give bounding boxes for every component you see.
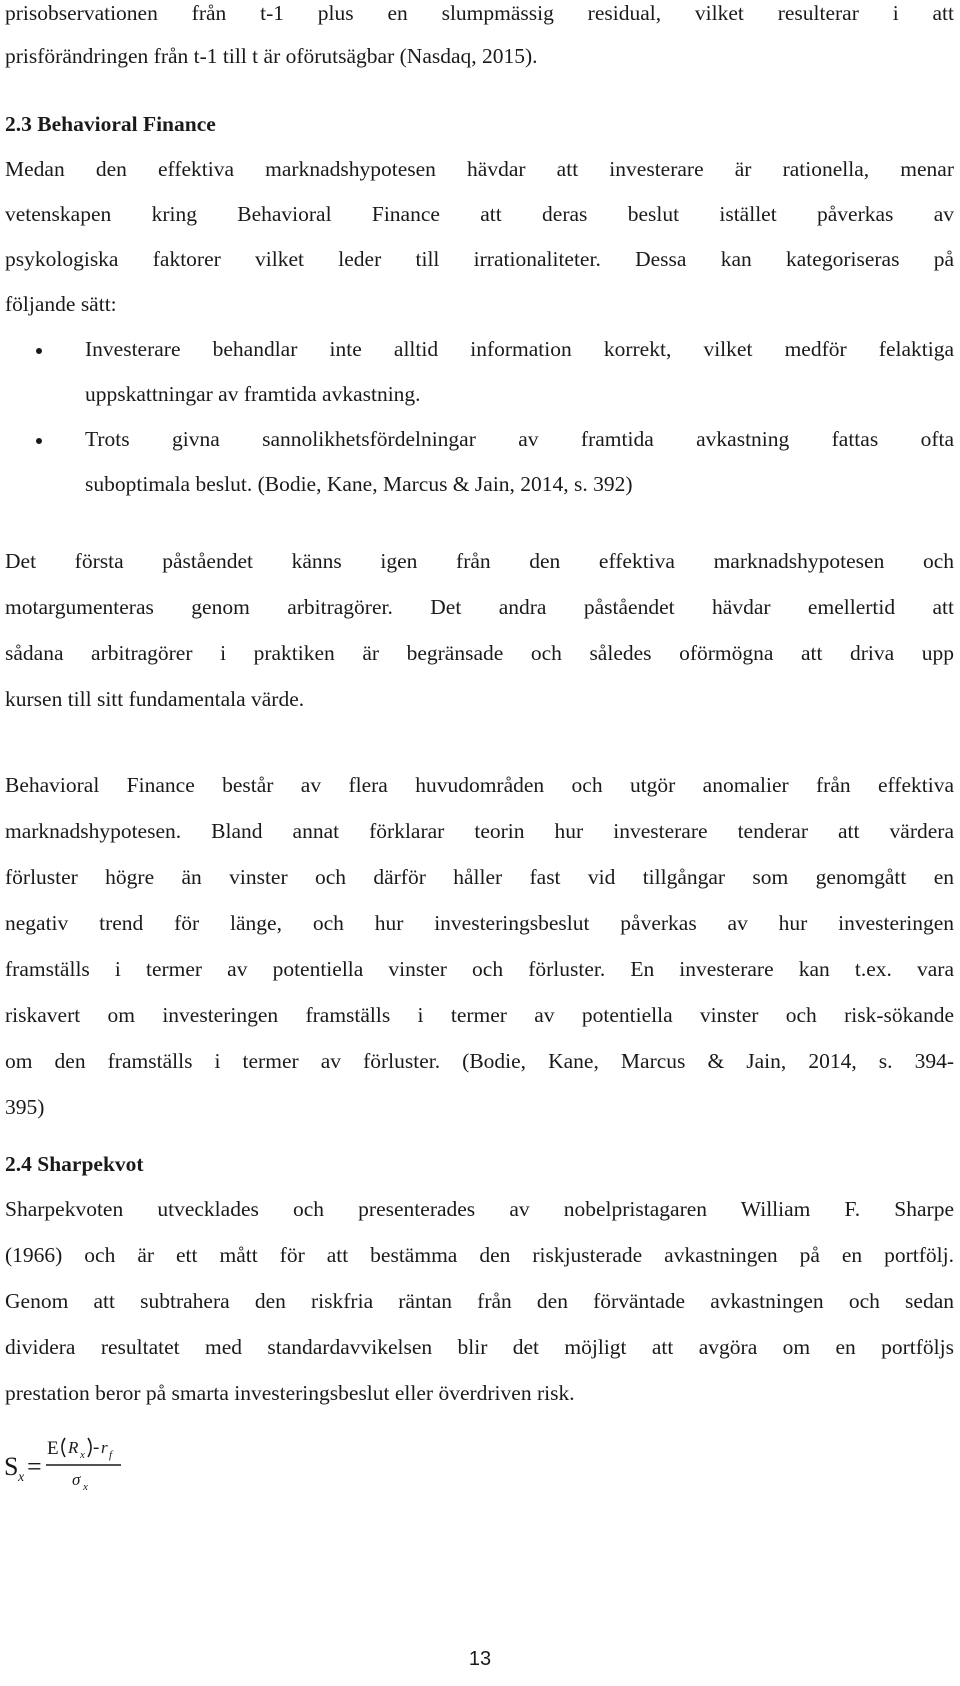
formula-lhs-symbol: S xyxy=(4,1452,19,1481)
paragraph-line: kursen till sitt fundamentala värde. xyxy=(5,687,305,711)
formula-numerator-expectation: E xyxy=(47,1438,59,1459)
paragraph-line: Genom att subtrahera den riskfria räntan från den förväntade avkastningen och sedan xyxy=(5,1289,954,1313)
formula-numerator-riskfree: r xyxy=(101,1438,108,1457)
paragraph-line: förluster högre än vinster och därför håller fast vid tillgångar som genomgått en xyxy=(5,865,954,889)
bullet-line: uppskattningar av framtida avkastning. xyxy=(85,382,421,406)
formula-numerator-minus: - xyxy=(93,1437,100,1458)
bullet-dot xyxy=(36,438,42,444)
formula-numerator-riskfree-subscript: f xyxy=(109,1449,113,1461)
paragraph-line: Medan den effektiva marknadshypotesen hävdar att investerare är rationella, menar xyxy=(5,157,954,181)
paragraph-line: vetenskapen kring Behavioral Finance att deras beslut istället påverkas av xyxy=(5,202,954,226)
section-heading-behavioral-finance: 2.3 Behavioral Finance xyxy=(5,112,216,136)
paragraph-line: marknadshypotesen. Bland annat förklarar teorin hur investerare tenderar att värdera xyxy=(5,819,954,843)
page-number: 13 xyxy=(468,1648,492,1670)
paragraph-line: riskavert om investeringen framställs i termer av potentiella vinster och risk-sökande xyxy=(5,1003,954,1027)
formula-right-paren xyxy=(88,1438,91,1457)
formula-equals: = xyxy=(27,1452,42,1481)
intro-line-1: prisobservationen från t-1 plus en slumpmässig residual, vilket resulterar i att xyxy=(5,1,954,25)
paragraph-line: Det första påståendet känns igen från den effektiva marknadshypotesen och xyxy=(5,549,954,573)
paragraph-line: motargumenteras genom arbitragörer. Det andra påståendet hävdar emellertid att xyxy=(5,595,954,619)
paragraph-line: framställs i termer av potentiella vinster och förluster. En investerare kan t.ex. vara xyxy=(5,957,954,981)
paragraph-line: sådana arbitragörer i praktiken är begränsade och således oförmögna att driva upp xyxy=(5,641,954,665)
formula-numerator-return-subscript: x xyxy=(80,1449,85,1461)
paragraph-line: om den framställs i termer av förluster. (Bodie, Kane, Marcus & Jain, 2014, s. 394- xyxy=(5,1049,954,1073)
sharpe-ratio-formula xyxy=(0,1428,180,1498)
formula-lhs-subscript: x xyxy=(18,1470,25,1485)
formula-denominator-sigma: σ xyxy=(72,1470,81,1489)
paragraph-line: (1966) och är ett mått för att bestämma den riskjusterade avkastningen på en portfölj. xyxy=(5,1243,954,1267)
paragraph-line: 395) xyxy=(5,1095,45,1119)
paragraph-line: Sharpekvoten utvecklades och presenterades av nobelpristagaren William F. Sharpe xyxy=(5,1197,954,1221)
bullet-line: suboptimala beslut. (Bodie, Kane, Marcus & Jain, 2014, s. 392) xyxy=(85,472,633,496)
paragraph-line: psykologiska faktorer vilket leder till irrationaliteter. Dessa kan kategoriseras på xyxy=(5,247,954,271)
bullet-line: Trots givna sannolikhetsfördelningar av framtida avkastning fattas ofta xyxy=(85,427,954,451)
paragraph-line: följande sätt: xyxy=(5,292,117,316)
section-heading-sharpekvot: 2.4 Sharpekvot xyxy=(5,1152,144,1176)
bullet-line: Investerare behandlar inte alltid information korrekt, vilket medför felaktiga xyxy=(85,337,954,361)
paragraph-line: negativ trend för länge, och hur investeringsbeslut påverkas av hur investeringen xyxy=(5,911,954,935)
paragraph-line: Behavioral Finance består av flera huvudområden och utgör anomalier från effektiva xyxy=(5,773,954,797)
paragraph-line: prestation beror på smarta investeringsbeslut eller överdriven risk. xyxy=(5,1381,575,1405)
formula-numerator-return: R xyxy=(68,1438,79,1457)
paragraph-line: dividera resultatet med standardavvikelsen blir det möjligt att avgöra om en portföljs xyxy=(5,1335,954,1359)
intro-line-2: prisförändringen från t-1 till t är oförutsägbar (Nasdaq, 2015). xyxy=(5,44,538,68)
formula-denominator-subscript: x xyxy=(83,1481,88,1493)
formula-left-paren xyxy=(62,1438,65,1457)
bullet-dot xyxy=(36,348,42,354)
